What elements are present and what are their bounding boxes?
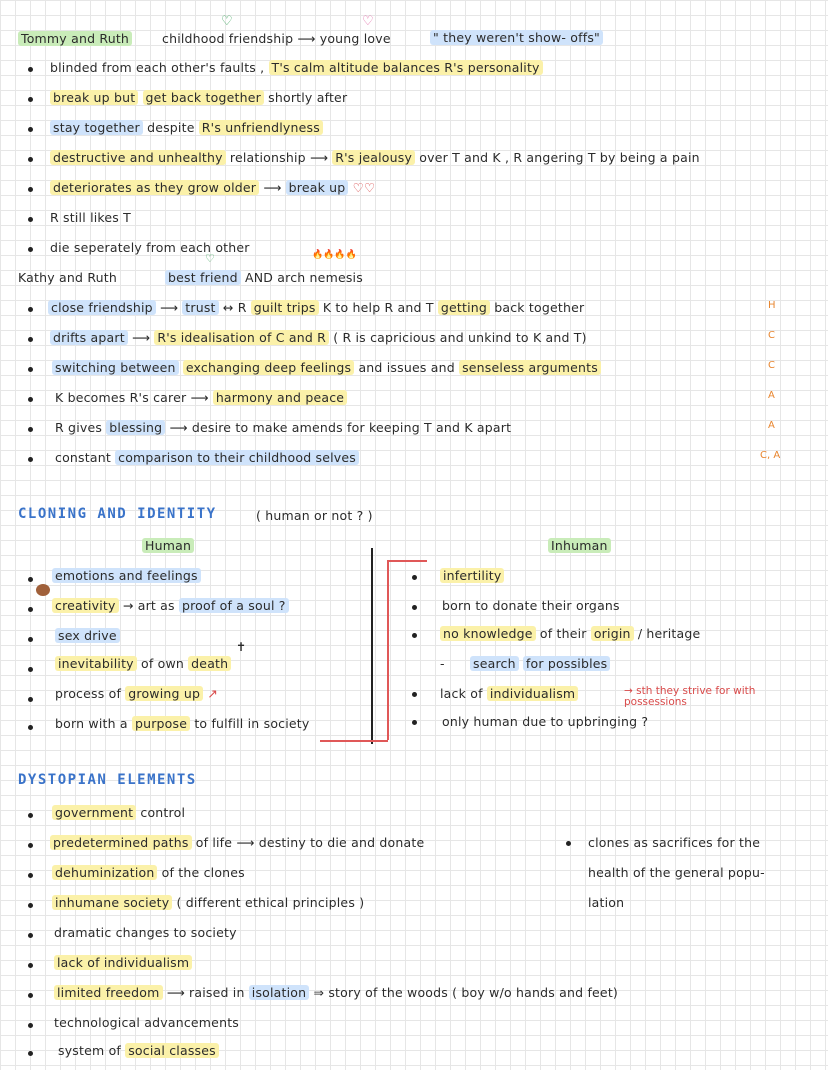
heart-green-icon: ♡ bbox=[205, 252, 215, 265]
list-item: break up but get back together shortly after bbox=[50, 90, 347, 105]
list-item: stay together despite R's unfriendlyness bbox=[50, 120, 323, 135]
heart-green-icon: ♡ bbox=[221, 14, 233, 29]
list-item: destructive and unhealthy relationship ⟶ R's jealousy over T and K , R angering T by being a pain bbox=[50, 150, 700, 165]
connector-line bbox=[387, 560, 389, 740]
list-item: emotions and feelings bbox=[52, 568, 201, 583]
arrow-icon: ↗ bbox=[207, 686, 218, 701]
side-label: C bbox=[768, 330, 775, 341]
list-item: switching between exchanging deep feelings and issues and senseless arguments bbox=[52, 360, 601, 375]
connector-line bbox=[387, 560, 427, 562]
section-title-tommy-ruth: Tommy and Ruth bbox=[18, 31, 132, 46]
list-item: technological advancements bbox=[54, 1015, 240, 1030]
list-item: process of growing up ↗ bbox=[55, 686, 218, 701]
connector-line bbox=[320, 740, 388, 742]
side-note-line: clones as sacrifices for the bbox=[588, 835, 761, 850]
divider-line bbox=[371, 548, 373, 744]
list-item: born with a purpose to fulfill in society bbox=[55, 716, 310, 731]
side-label: A bbox=[768, 420, 775, 431]
list-item: government control bbox=[52, 805, 185, 820]
list-item: K becomes R's carer ⟶ harmony and peace bbox=[55, 390, 347, 405]
cloning-subtitle: ( human or not ? ) bbox=[256, 508, 373, 523]
list-item: R still likes T bbox=[50, 210, 132, 225]
list-item: system of social classes bbox=[58, 1043, 219, 1058]
list-item: lack of individualism bbox=[440, 686, 578, 701]
cross-icon: ✝ bbox=[236, 640, 247, 654]
list-item: R gives blessing ⟶ desire to make amends for keeping T and K apart bbox=[55, 420, 512, 435]
list-item: blinded from each other's faults , T's calm altitude balances R's personality bbox=[50, 60, 543, 75]
flame-icon: 🔥🔥🔥🔥 bbox=[312, 250, 357, 260]
side-label: A bbox=[768, 390, 775, 401]
list-item: drifts apart ⟶ R's idealisation of C and R ( R is capricious and unkind to K and T) bbox=[50, 330, 587, 345]
list-item: deteriorates as they grow older ⟶ break up ♡♡ bbox=[50, 180, 375, 195]
quote-show-offs: " they weren't show- offs" bbox=[430, 30, 603, 45]
list-item: die seperately from each other bbox=[50, 240, 250, 255]
side-label: H bbox=[768, 300, 776, 311]
side-note-line: health of the general popu- bbox=[588, 865, 765, 880]
list-item: dehuminization of the clones bbox=[52, 865, 245, 880]
list-item: inevitability of own death bbox=[55, 656, 231, 671]
list-item: search for possibles bbox=[470, 656, 610, 671]
list-item: limited freedom ⟶ raised in isolation ⇒ story of the woods ( boy w/o hands and feet) bbox=[54, 985, 618, 1000]
broken-heart-icon: ♡♡ bbox=[352, 180, 376, 195]
tommy-ruth-header: childhood friendship ⟶ young love bbox=[162, 31, 391, 46]
side-note-line: lation bbox=[588, 895, 625, 910]
kathy-ruth-header: best friend AND arch nemesis bbox=[165, 270, 363, 285]
section-title-kathy-ruth: Kathy and Ruth bbox=[18, 270, 117, 285]
palette-icon bbox=[36, 584, 50, 596]
list-item: inhumane society ( different ethical principles ) bbox=[52, 895, 364, 910]
heart-pink-icon: ♡ bbox=[362, 14, 374, 29]
possessions-note: → sth they strive for with possessions bbox=[624, 685, 756, 708]
list-item: only human due to upbringing ? bbox=[442, 714, 649, 729]
human-label: Human bbox=[142, 538, 194, 553]
dash-mark: - bbox=[440, 656, 445, 671]
list-item: sex drive bbox=[55, 628, 120, 643]
side-label: C bbox=[768, 360, 775, 371]
list-item: dramatic changes to society bbox=[54, 925, 237, 940]
list-item: creativity → art as proof of a soul ? bbox=[52, 598, 289, 613]
list-item: no knowledge of their origin / heritage bbox=[440, 626, 700, 641]
list-item: predetermined paths of life ⟶ destiny to die and donate bbox=[50, 835, 424, 850]
side-label: C, A bbox=[760, 450, 781, 461]
list-item: infertility bbox=[440, 568, 504, 583]
list-item: lack of individualism bbox=[54, 955, 192, 970]
section-title-dystopian: DYSTOPIAN ELEMENTS bbox=[18, 772, 197, 788]
list-item: close friendship ⟶ trust ↔ R guilt trips K to help R and T getting back together bbox=[48, 300, 584, 315]
section-title-cloning: CLONING AND IDENTITY bbox=[18, 506, 217, 522]
inhuman-label: Inhuman bbox=[548, 538, 611, 553]
list-item: born to donate their organs bbox=[442, 598, 620, 613]
list-item: constant comparison to their childhood selves bbox=[55, 450, 359, 465]
